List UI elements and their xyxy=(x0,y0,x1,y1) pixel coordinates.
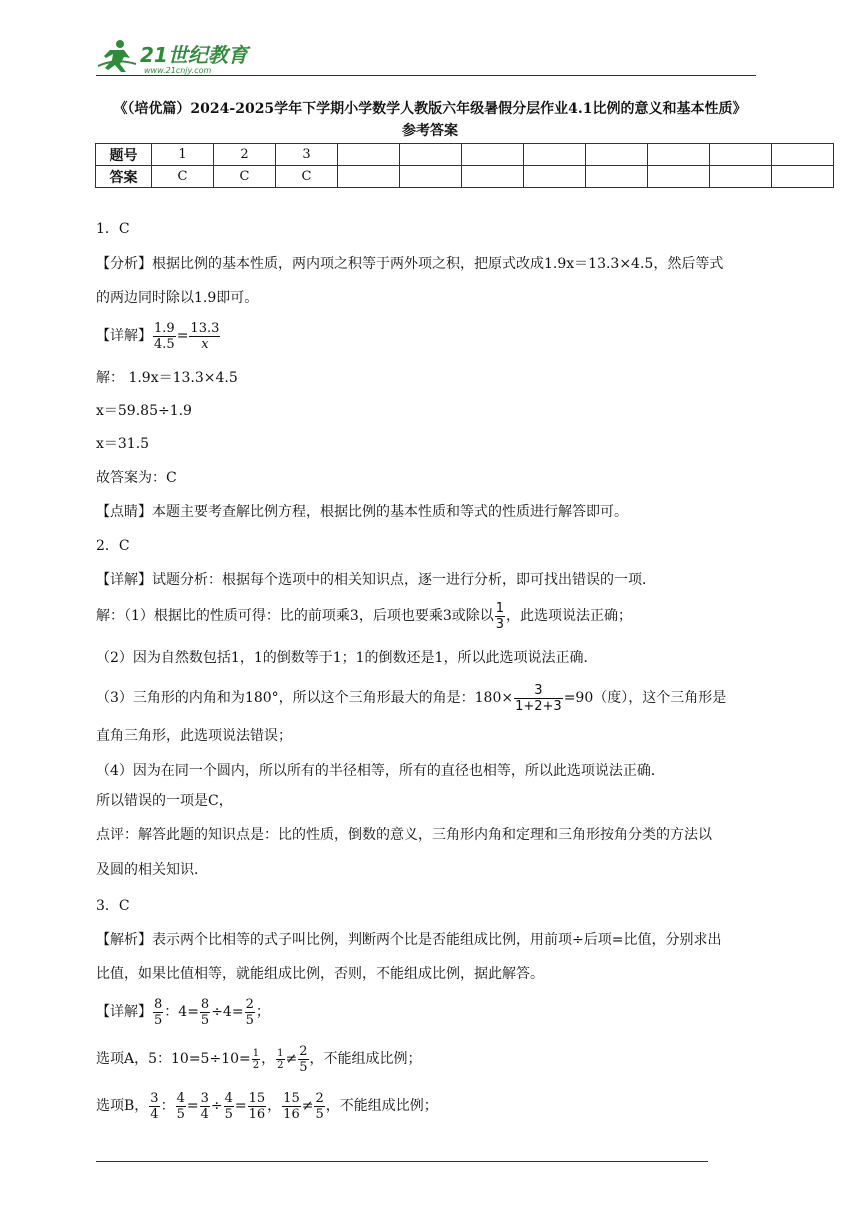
math-text: ：4= xyxy=(164,1004,199,1020)
fraction xyxy=(495,601,505,632)
fraction-numerator: 4 xyxy=(224,1090,233,1106)
q3-analysis-line1: 【解析】表示两个比相等的式子叫比例，判断两个比是否能组成比例，用前项÷后项=比值，分别求出 xyxy=(96,932,722,948)
q2-detail: 【详解】试题分析：根据每个选项中的相关知识点，逐一进行分析，即可找出错误的一项． xyxy=(96,572,656,588)
q3-option-b-text-end: ，不能组成比例； xyxy=(325,1098,438,1114)
fraction-denominator: 5 xyxy=(299,1059,308,1075)
table-cell xyxy=(400,144,462,166)
table-header-answer: 答案 xyxy=(96,166,152,188)
fraction-denominator: 5 xyxy=(224,1106,233,1122)
fraction xyxy=(189,321,220,352)
table-cell xyxy=(586,144,648,166)
q3-heading: 3．C xyxy=(96,898,130,914)
fraction-numerator: 1 xyxy=(277,1047,284,1059)
q2-comment-line2: 及圆的相关知识． xyxy=(96,862,208,878)
fraction xyxy=(224,1091,234,1122)
table-cell xyxy=(462,166,524,188)
fraction xyxy=(149,1091,159,1122)
table-cell xyxy=(772,144,834,166)
q3-analysis-line2: 比值，如果比值相等，就能组成比例，否则，不能组成比例，据此解答。 xyxy=(96,966,544,982)
answer-table xyxy=(95,143,834,188)
math-text: ≠ xyxy=(301,1098,314,1114)
document-title: 《（培优篇）2024-2025学年下学期小学数学人教版六年级暑假分层作业4.1比例的意义和基本性质》 xyxy=(113,101,747,117)
table-cell: C xyxy=(276,166,338,188)
fraction-numerator: 1 xyxy=(495,600,505,616)
fraction-numerator: 3 xyxy=(150,1090,159,1106)
fraction-denominator: x xyxy=(201,336,209,352)
table-cell: C xyxy=(152,166,214,188)
svg-text:www.21cnjy.com: www.21cnjy.com xyxy=(144,66,212,75)
equals-sign: = xyxy=(176,328,189,344)
table-row-answers xyxy=(96,166,834,188)
fraction xyxy=(176,1091,186,1122)
fraction-denominator: 4 xyxy=(150,1106,159,1122)
fraction xyxy=(514,683,563,714)
fraction-denominator: 16 xyxy=(248,1106,266,1122)
q2-statement-3-line2: 直角三角形，此选项说法错误； xyxy=(96,728,292,744)
fraction-denominator: 2 xyxy=(252,1059,260,1071)
math-text: ÷4= xyxy=(211,1004,244,1020)
fraction-numerator: 2 xyxy=(299,1043,308,1059)
math-text: ， xyxy=(267,1098,282,1114)
table-cell xyxy=(648,144,710,166)
fraction-denominator: 5 xyxy=(245,1012,254,1028)
q3-option-b-text: 选项B， xyxy=(96,1098,149,1114)
q2-s1-text: 解：（1）根据比的性质可得：比的前项乘3，后项也要乘3或除以 xyxy=(96,608,494,624)
fraction-numerator: 2 xyxy=(315,1090,324,1106)
q1-heading: 1．C xyxy=(96,221,130,237)
q3-option-a xyxy=(96,1040,764,1078)
fraction xyxy=(245,997,255,1028)
q3-option-a-text-end: ，不能组成比例； xyxy=(309,1051,422,1067)
math-text: ； xyxy=(255,1004,270,1020)
fraction xyxy=(200,1091,210,1122)
logo-21cnjy xyxy=(96,36,266,76)
fraction xyxy=(298,1044,308,1075)
fraction-denominator: 5 xyxy=(154,1012,163,1028)
fraction-denominator: 5 xyxy=(315,1106,324,1122)
table-cell xyxy=(586,166,648,188)
q1-detail-label: 【详解】 xyxy=(96,328,152,344)
fraction-denominator: 4 xyxy=(200,1106,209,1122)
fraction-denominator: 3 xyxy=(495,616,505,632)
math-text: = xyxy=(234,1098,247,1114)
fraction-numerator: 2 xyxy=(245,996,254,1012)
math-text: ÷ xyxy=(210,1098,223,1114)
fraction xyxy=(153,997,163,1028)
q1-step3: x＝31.5 xyxy=(96,436,150,452)
fraction-numerator: 15 xyxy=(248,1090,266,1106)
q3-option-b xyxy=(96,1086,764,1126)
q1-analysis-line1: 【分析】根据比例的基本性质，两内项之积等于两外项之积，把原式改成1.9x＝13.3×4.5，然后等式 xyxy=(96,256,724,272)
table-cell: 1 xyxy=(152,144,214,166)
fraction-numerator: 8 xyxy=(200,996,210,1012)
fraction-numerator: 13.3 xyxy=(190,320,220,336)
q1-comment: 【点睛】本题主要考查解比例方程，根据比例的基本性质和等式的性质进行解答即可。 xyxy=(96,504,628,520)
fraction-denominator: 5 xyxy=(200,1012,210,1028)
table-cell xyxy=(338,144,400,166)
header-divider xyxy=(96,75,756,76)
table-cell xyxy=(648,166,710,188)
math-text: ， xyxy=(261,1051,276,1067)
fraction xyxy=(248,1091,267,1122)
fraction xyxy=(282,1091,301,1122)
q2-conclusion: 所以错误的一项是C， xyxy=(96,793,233,809)
fraction-denominator: 4.5 xyxy=(154,336,175,352)
fraction-numerator: 1.9 xyxy=(154,320,175,336)
q2-s3-text: （3）三角形的内角和为180°，所以这个三角形最大的角是：180× xyxy=(96,690,514,706)
fraction-numerator: 3 xyxy=(514,683,563,699)
fraction-numerator: 4 xyxy=(176,1090,185,1106)
q2-s1-text-end: ，此选项说法正确； xyxy=(506,608,633,624)
fraction-denominator: 5 xyxy=(176,1106,185,1122)
fraction-denominator: 2 xyxy=(277,1059,284,1071)
table-cell xyxy=(400,166,462,188)
q2-statement-1 xyxy=(96,598,764,634)
q3-detail xyxy=(96,993,764,1031)
table-cell xyxy=(524,166,586,188)
table-cell xyxy=(462,144,524,166)
table-cell xyxy=(710,144,772,166)
math-text: ： xyxy=(160,1098,175,1114)
table-row-numbers xyxy=(96,144,834,166)
document-subtitle: 参考答案 xyxy=(402,123,458,139)
q2-s3-text-end: =90（度），这个三角形是 xyxy=(563,690,727,706)
q3-detail-label: 【详解】 xyxy=(96,1004,152,1020)
fraction-numerator: 15 xyxy=(283,1090,300,1106)
q2-statement-4: （4）因为在同一个圆内，所以所有的半径相等，所有的直径也相等，所以此选项说法正确． xyxy=(96,763,665,779)
table-cell xyxy=(524,144,586,166)
table-header-number: 题号 xyxy=(96,144,152,166)
table-cell: 3 xyxy=(276,144,338,166)
page-header xyxy=(96,36,756,78)
q1-detail xyxy=(96,318,764,354)
fraction-denominator: 1+2+3 xyxy=(515,698,562,714)
math-text: ≠ xyxy=(285,1051,298,1067)
fraction-numerator: 1 xyxy=(252,1047,260,1059)
table-cell: 2 xyxy=(214,144,276,166)
q2-heading: 2．C xyxy=(96,538,130,554)
q1-answer: 故答案为：C xyxy=(96,470,177,486)
q1-step1: 解： 1.9x＝13.3×4.5 xyxy=(96,370,238,386)
q3-option-a-text: 选项A，5：10=5÷10= xyxy=(96,1051,251,1067)
fraction-numerator: 3 xyxy=(200,1090,209,1106)
svg-text:21世纪教育: 21世纪教育 xyxy=(140,43,248,67)
q2-comment-line1: 点评：解答此题的知识点是：比的性质，倒数的意义，三角形内角和定理和三角形按角分类的方法以 xyxy=(96,827,712,843)
table-cell: C xyxy=(214,166,276,188)
fraction-denominator: 16 xyxy=(283,1106,300,1122)
q2-statement-2: （2）因为自然数包括1，1的倒数等于1；1的倒数还是1，所以此选项说法正确． xyxy=(96,650,598,666)
table-cell xyxy=(772,166,834,188)
q1-analysis-line2: 的两边同时除以1.9即可。 xyxy=(96,290,259,306)
table-cell xyxy=(338,166,400,188)
q1-step2: x＝59.85÷1.9 xyxy=(96,403,192,419)
fraction xyxy=(314,1091,324,1122)
q2-statement-3 xyxy=(96,680,764,716)
fraction xyxy=(252,1048,260,1071)
math-text: = xyxy=(186,1098,199,1114)
fraction xyxy=(200,997,210,1028)
fraction xyxy=(276,1048,284,1071)
fraction-numerator: 8 xyxy=(154,996,163,1012)
footer-divider xyxy=(96,1161,708,1162)
fraction xyxy=(153,321,176,352)
table-cell xyxy=(710,166,772,188)
